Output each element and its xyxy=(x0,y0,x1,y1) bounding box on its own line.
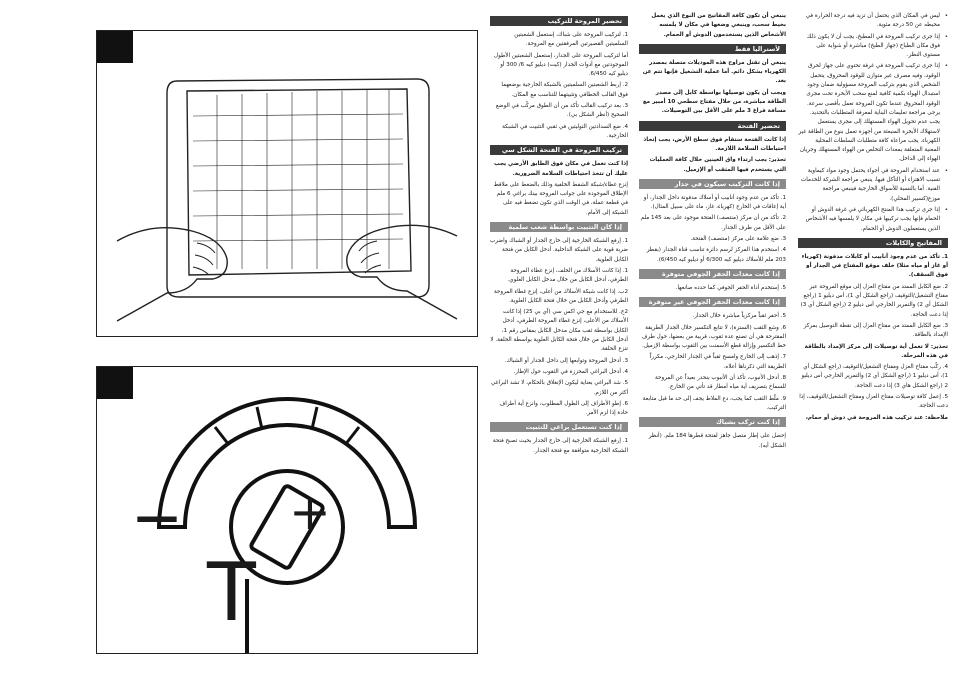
section-heading: تركيب المروحة في الفتحة الشكل سي xyxy=(490,145,628,155)
paragraph: 1. تأكد من عدم وجود أنابيب أو كابلات مدفونة (كهرباء أو غاز أو مياه مثلا) خلف موقع المفتاح في الجدار أو فوق السقف). xyxy=(801,253,948,279)
text-column-1 xyxy=(798,12,948,425)
bullet-item: • إذا جرى تركيب هذا المنتج الكهربائي في غرفة الدوش أو الحمام فإنها يجب تركيبها في مكان لا يلمسها فيه الأشخاص الذين يستعملون الدوش أو الحمام. xyxy=(798,206,948,234)
section-heading: المفاتيح والكابلات xyxy=(798,238,948,248)
bullet-item: • إذا جرى تركيب المروحة في المطبخ، يجب أن لا يكون ذلك فوق مكان الطباخ (جهاز الطبخ) مباشرة أو شواية على مستوى النظر. xyxy=(798,33,948,61)
section-heading: تحضير المروحة للتركيب xyxy=(490,16,628,26)
paragraph: 7. إذهب إلى الخارج وامسح ثقباً في الجدار الخارجي، مكرراً الطريقة التي ذكرناها أعلاه. xyxy=(649,354,786,370)
fan-grille-illustration xyxy=(97,31,477,336)
paragraph: 6. إطو الأطراف إلى الطول المطلوب، وانزع أية أطراف حادة إذا لزم الأمر. xyxy=(499,400,628,417)
bullet-item: • ليس في المكان الذي يحتمل أن تزيد فيه درجة الحرارة في محيطه عن 50 درجة مئوية. xyxy=(798,12,948,31)
paragraph: تحذير: لا تعمل أية توصيلات إلى مركز الإمداد بالطاقة في هذه المرحلة. xyxy=(804,343,948,359)
paragraph: إذا كانت الفتحة ستقام فوق سطح الأرض، يجب إتخاذ احتياطات السلامة اللازمة. xyxy=(643,136,786,152)
t-label: T xyxy=(207,546,256,639)
paragraph: إنزع غطاء/شبكة الشفط الخلفية وذلك بالضغط على ملاقط الإطلاق الموجودة على جوانب المروحة بينك براغي 6 ملم في قطعة عملة، في الوقت الذي تكون تضغط فيه على الشبكة إلى الأمام. xyxy=(493,181,628,216)
paragraph: 8. أدخل الأنبوب، تأكد أن الأنبوب بنحدر بعيداً عن المروحة للسماح بتصريف أية مياه أمطار قد تأتي من الخارج. xyxy=(655,375,786,391)
paragraph: 4. ضع السدادتين التوليتين في ثقبي التثبيت في الشبكة الخارجية. xyxy=(502,123,628,139)
section-heading: لأستراليا فقط xyxy=(639,44,786,54)
figure-panel-b xyxy=(96,366,478,654)
paragraph: 5. إعمل كافة توصيلات مفتاح العزل ومفتاح التشغيل/التوقيف، إذا دعت الحاجة. xyxy=(799,393,948,410)
paragraph: 4. استخدم هذا المركز لرسم دائرة تناسب قناة الجدار (بقطر 203 ملم للأسلاك ديليو كيه 6/300 أو ديليو كيه 6/450). xyxy=(646,247,786,263)
section-heading: إذا كان التثبيت بواسطة شعب سلمية xyxy=(490,222,628,232)
paragraph: 4. ركّب مفتاح العزل ومفتاح التشغيل/التوقيف (راجع الشكل أي 1)، أس ديليو 1 (راجع الشكل أي 2) والتمرير الخارجي أس ديليو 2 (راجع الشكل هاي 3) إذا دعت الحاجة. xyxy=(801,364,948,389)
paragraph: 5. إستخدم أداة الحفر الجوفي كما حدده صانعها. xyxy=(675,284,786,291)
paragraph: 1. إرفع الشبكة الخارجية إلى خارج الجدار بحيث تصبح فتحة الشبكة الخارجية متوافقة مع فتحة الجدار. xyxy=(492,438,628,454)
bullet-item: • عند استخدام المروحة في أجواء يحتمل وجود مواد كيماوية تسبب الاهتراء أو التآكل فيها، ينبغي مراجعة الشركة للخدمات الفنية. أما بالنسبة للأسواق الخارجية فينبغي مراجعة موزع(كسبير المحلي). xyxy=(798,167,948,204)
section-heading: إذا كانت معدات الحفر الجوفي غير متوفرة xyxy=(639,297,786,307)
paragraph: 5. أحفر ثقباً مركزياً مباشرة خلال الجدار. xyxy=(692,313,786,320)
paragraph: ويجب أن يكون توصيلها بواسطة كابل إلى مصدر الطاقة مباشرة، من خلال مفتاح سطحي 10 أمبير مع مسافة فراغ 3 ملم على الأقل بين التوصيلات. xyxy=(642,89,786,115)
paragraph: 4. أدخل البراغي المحززة في الثقوب حول الإطار. xyxy=(513,368,628,375)
paragraph: 1. إرفع الشبكة الخارجية إلى خارج الجدار أو الشباك واضرب ضربة قوية على الشبكة الداخلية. أدخل الكابل من فتحة الكابل العلوية. xyxy=(489,238,628,263)
section-heading: إذا كانت التركيب سيكون في جدار xyxy=(639,179,786,189)
section-heading: إذا كانت معدات الحفر الجوفي متوفرة xyxy=(639,269,786,279)
paragraph: إذا كنت تعمل في مكان فوق الطابق الأرضي يجب عليك أن تتخذ احتياطات السلامة الضرورية. xyxy=(494,161,628,177)
paragraph: أما لتركيب المروحة على الجدار، إستعمل الشعبتين الأطول الموجودتين مع أدوات الجدار (كيت) ديليو كيه 6/ 300 أو ديليو كيه 6/450. xyxy=(494,52,628,78)
paragraph: 5. شد البراغي بعناية ليكون الإنغلاق بالحكام، لا تشد البراغي أكثر من اللازم. xyxy=(491,380,628,396)
section-heading: تحضير الفتحة xyxy=(639,121,786,131)
paragraph: ينبغي أن تقتل مراوح هذه الموديلات متصلة بمصدر الكهرباء بشكل دائم. أما عملية التشغيل فإنها تتم عن بعد. xyxy=(642,59,786,85)
paragraph: إحصل على إطار متصل جاهز لفتحة قطرها 184 ملم. (أنظر الشكل أيه). xyxy=(648,433,786,449)
paragraph: 1. لتركيب المروحة على شباك، إستعمل الشعبتين السلميتين القصيرتين المرفقتين مع المروحة. xyxy=(514,32,628,48)
paragraph: 3. ضع علامة على مركز (منتصف) الفتحة. xyxy=(690,236,786,243)
paragraph: 2. تأكد من أن مركز (منتصف) الفتحة موجود على بعد 145 ملم على الأقل من طرف الجدار. xyxy=(640,215,786,231)
paragraph: 1. تأكد من عدم وجود أنابيب أو أسلاك مدفونة داخل الجدار، أو أية إعاقات في الخارج (كهرباء، غاز، ماء على سبيل المثال). xyxy=(643,194,786,211)
paragraph: 3. بعد تركيب القالب تأكد من أن الطوق مركّب في الوضع الصحيح (أنظر الشكل بي). xyxy=(495,103,628,119)
paragraph: 2ب. إذا كانت شبكة الأسلاك من أعلى، إنزع غطاء المروحة الطرفي وأدخل الكابل من خلال فتحة الكابل العلوية. xyxy=(493,288,628,304)
paragraph: 6. وشع الثقب (السترة)، لا تتابع التكسير خلال الجدار الطريقة المقترحة هي أن تصنع عدة ثقوب، قريبة من بعضها، حول طرف خط التكسير وإزالة قطع الأسمنت بين الثقوب بواسطة الإزميل. xyxy=(641,324,786,350)
paragraph: 2ج. للاستخدام مع جي اكس سي (آي بي 25) إذا كانت الأسلاك من الأعلى، إنزع غطاء المروحة الطرفي، أدخل الكابل بواسطة ثقب مكان مدخل الكابل بمقاس رقم 1، أدخل الكابل من خلال فتحة الكابل العلوية بواسطة الحلقة. لا تنزع الحلقة. xyxy=(490,309,628,353)
minus-label: — xyxy=(135,491,179,542)
figure-panel-a xyxy=(96,30,478,337)
paragraph: 3. ضع الكابل الممتد من مفتاح العزل إلى نقطة التوصيل بمركز الإمداد بالطاقة. xyxy=(803,322,948,339)
text-column-2 xyxy=(639,12,786,453)
plus-label: + xyxy=(289,483,331,541)
section-heading: إذا كنت تستعمل براغي للتثبيت xyxy=(490,422,628,432)
text-column-3 xyxy=(490,12,628,458)
paragraph: ينبغي أن تكون كافة المفاتيح من النوع الذي يعمل بخيط سحب، وينبغي وضعها في مكان لا يلمسه الأشخاص الذين يستخدمون الدوش أو الحمام. xyxy=(651,13,786,38)
paragraph: 2. إربط الشعبتين السلميتين بالشبكة الخارجية بوضعهما فوق القالب الخطافي وتثبيتهما للتناسب مع المكان. xyxy=(501,82,628,98)
paragraph: تحذير: يجب ارتداء واق العينين خلال كافة العمليات التي يستخدم فيها المثقب أو الإزميل. xyxy=(649,157,786,173)
paragraph: 9. ملّط الثقب كما يجب، دع الملاط يجف إلى حد ما قبل متابعة التركيب. xyxy=(642,395,786,411)
paragraph: 2. ضع الكابل الممتد من مفتاح العزل إلى موقع المروحة عبر مفتاح التشغيل/التوقيف (راجع الشكل أي 1)، أس ديليو 1 (راجع الشكل أي 2) والتمرير الخارجي أس ديليو 2 (راجع الشكل أي 3) إذا دعت الحاجة. xyxy=(800,283,948,318)
bullet-item: • إذا جرى تركيب المروحة في غرفة تحتوي على جهاز لحرق الوقود، وفيه مصرف غير متوازن للوقود المحروق، يتحمل الشخص الذي يقوم بتركيب المروحة مسؤولية ضمان وجود استبدال الهواء بكمية كافية لمنع سحب الأبخرة تحت مجرى الوقود المحروق عندما تكون المروحة تعمل بأقصى سرعة. يرجى مراجعة تعليمات البناية لمعرفة المتطلبات بالتحديد. يجب عدم تحويل الهواء المستهلك إلى مجرى يستعمل لاستهلاك الأبخرة المنبعثة من أجهزة تعمل بنوع من الطاقة غير الكهرباء. يجب مراعاة كافة متطلبات السلطات المحلية المعنية المتعلقة بمعدات التخلص من الهواء المستهلك وجريان الهواء إلى الداخل. xyxy=(798,62,948,164)
paragraph: 3. أدخل المروحة وتوابعها إلى داخل الجدار أو الشباك. xyxy=(504,357,628,364)
section-heading: إذا كنت تركب بشباك xyxy=(639,417,786,427)
paragraph: 1. إذا كانت الأسلاك من الخلف، إنزع غطاء المروحة الطرفي، أدخل الكابل من خلال مدخل الكابل العلوي. xyxy=(507,267,628,284)
paragraph: ملاحظة: عند تركيب هذه المروحة في دوش أو حمام، xyxy=(805,414,948,421)
